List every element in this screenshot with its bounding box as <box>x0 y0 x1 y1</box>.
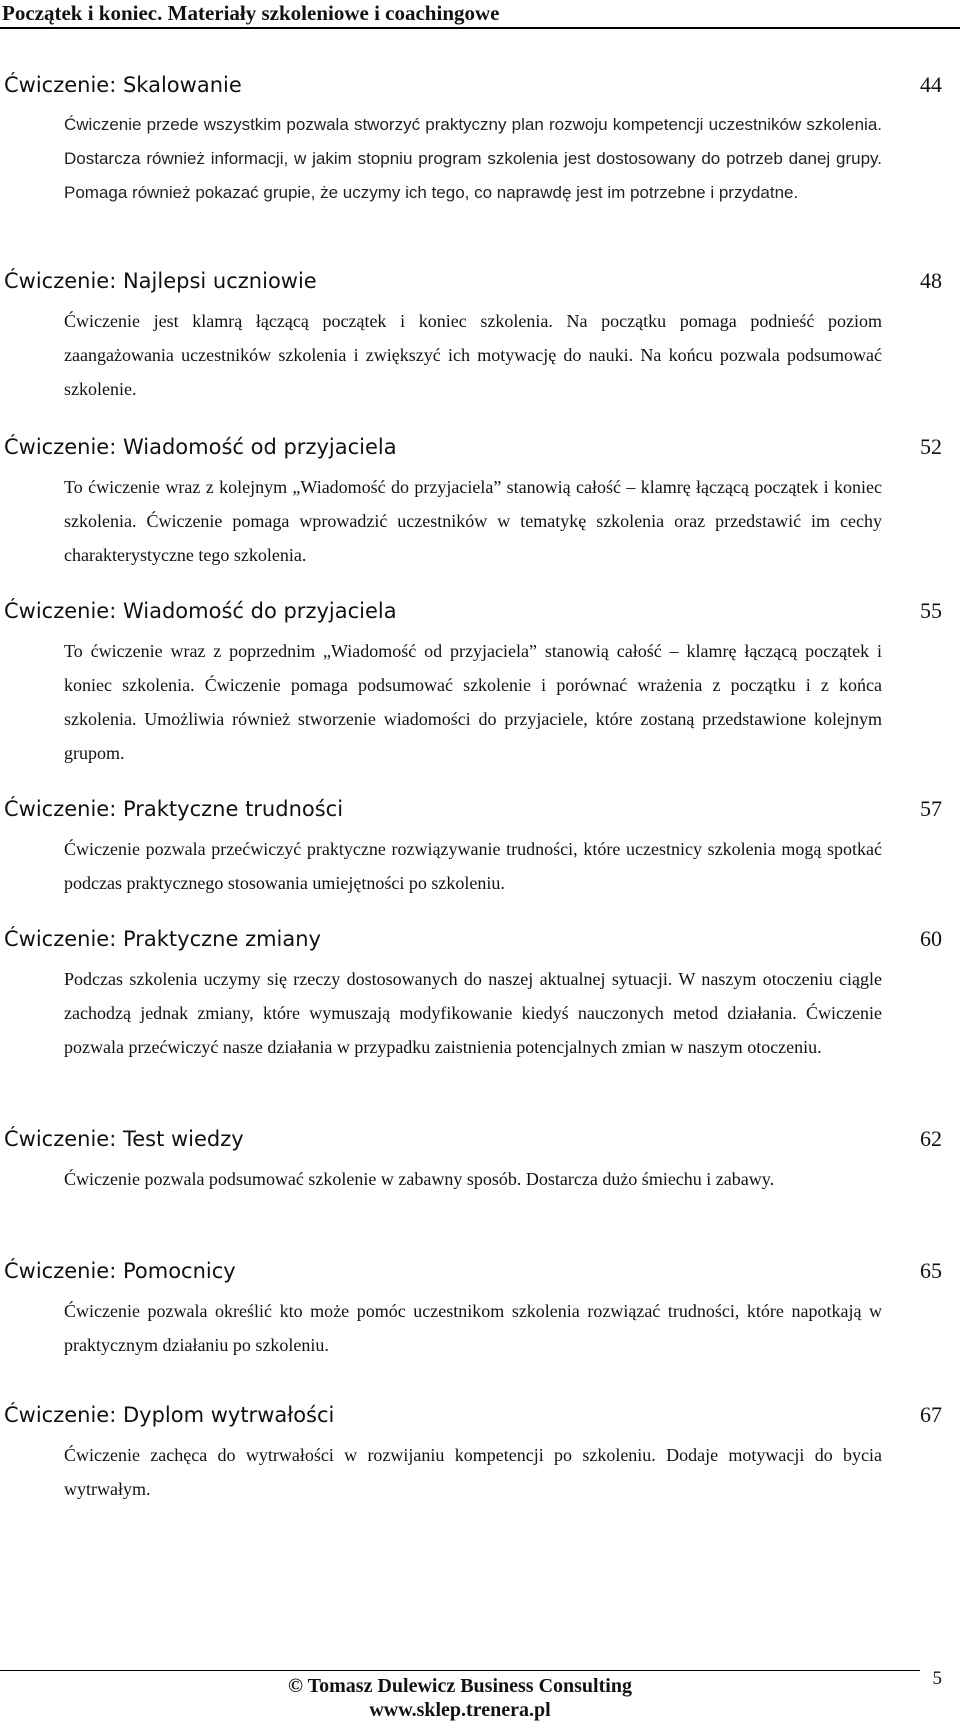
page-footer <box>0 1674 920 1722</box>
company-name: Tomasz Dulewicz Business Consulting <box>307 1675 632 1697</box>
entry-title[interactable]: Ćwiczenie: Wiadomość do przyjaciela <box>4 599 397 623</box>
entry-description: Ćwiczenie jest klamrą łączącą początek i koniec szkolenia. Na początku pomaga podnieść poziom zaangażowania uczestników szkolenia i zwiększyć ich motywację do nauki. Na końcu pozwala podsumować szkolenie. <box>64 311 882 399</box>
document-title: Początek i koniec. Materiały szkoleniowe i coachingowe <box>2 1 500 25</box>
entry-description: Ćwiczenie pozwala określić kto może pomóc uczestnikom szkolenia rozwiązać trudności, które napotkają w praktycznym działaniu po szkoleniu. <box>64 1301 882 1355</box>
entry-description: Ćwiczenie zachęca do wytrwałości w rozwijaniu kompetencji po szkoleniu. Dodaje motywacji do bycia wytrwałym. <box>64 1445 882 1499</box>
entry-page-number[interactable]: 60 <box>920 926 942 951</box>
footer-divider <box>0 1670 920 1671</box>
website-link[interactable]: www.sklep.trenera.pl <box>369 1699 551 1721</box>
entry-page-number[interactable]: 67 <box>920 1402 942 1427</box>
entry-title[interactable]: Ćwiczenie: Pomocnicy <box>4 1259 236 1283</box>
entry-page-number[interactable]: 55 <box>920 598 942 623</box>
entry-title[interactable]: Ćwiczenie: Dyplom wytrwałości <box>4 1403 335 1427</box>
entry-title[interactable]: Ćwiczenie: Praktyczne zmiany <box>4 927 321 951</box>
entry-title[interactable]: Ćwiczenie: Najlepsi uczniowie <box>4 269 317 293</box>
entry-title[interactable]: Ćwiczenie: Skalowanie <box>4 73 242 97</box>
entry-description: Ćwiczenie pozwala podsumować szkolenie w zabawny sposób. Dostarcza dużo śmiechu i zabawy. <box>64 1169 775 1189</box>
entry-title[interactable]: Ćwiczenie: Test wiedzy <box>4 1127 244 1151</box>
entry-description: Ćwiczenie przede wszystkim pozwala stworzyć praktyczny plan rozwoju kompetencji uczestników szkolenia. Dostarcza również informacji, w jakim stopniu program szkolenia jest dostosowany do potrzeb danej grupy. Pomaga również pokazać grupie, że uczymy ich tego, co naprawdę jest im potrzebne i przydatne. <box>64 115 882 202</box>
entry-page-number[interactable]: 65 <box>920 1258 942 1283</box>
entry-title[interactable]: Ćwiczenie: Praktyczne trudności <box>4 797 344 821</box>
entry-page-number[interactable]: 48 <box>920 268 942 293</box>
entry-page-number[interactable]: 44 <box>920 72 942 97</box>
entry-description: To ćwiczenie wraz z kolejnym „Wiadomość do przyjaciela” stanowią całość – klamrę łączącą początek i koniec szkolenia. Ćwiczenie pomaga wprowadzić uczestników w tematykę szkolenia oraz przedstawić im cechy charakterystyczne tego szkolenia. <box>64 477 882 565</box>
page-number: 5 <box>932 1668 942 1689</box>
entry-description: To ćwiczenie wraz z poprzednim „Wiadomość od przyjaciela” stanowią całość – klamrę łączącą początek i koniec szkolenia. Ćwiczenie pomaga podsumować szkolenie i porównać wrażenia z początku i z końca szkolenia. Umożliwia również stworzenie wiadomości do przyjaciele, które zostaną przedstawione kolejnym grupom. <box>64 641 882 763</box>
entry-page-number[interactable]: 57 <box>920 796 942 821</box>
entry-description: Podczas szkolenia uczymy się rzeczy dostosowanych do naszej aktualnej sytuacji. W naszym otoczeniu ciągle zachodzą jednak zmiany, które wymuszają modyfikowanie kiedyś nauczonych metod działania. Ćwiczenie pozwala przećwiczyć nasze działania w przypadku zaistnienia potencjalnych zmian w naszym otoczeniu. <box>64 969 882 1057</box>
header-divider <box>0 27 960 29</box>
copyright-icon: © <box>288 1675 303 1697</box>
entry-title[interactable]: Ćwiczenie: Wiadomość od przyjaciela <box>4 435 397 459</box>
entry-page-number[interactable]: 62 <box>920 1126 942 1151</box>
running-header <box>0 0 960 27</box>
entry-page-number[interactable]: 52 <box>920 434 942 459</box>
entry-description: Ćwiczenie pozwala przećwiczyć praktyczne rozwiązywanie trudności, które uczestnicy szkolenia mogą spotkać podczas praktycznego stosowania umiejętności po szkoleniu. <box>64 839 882 893</box>
